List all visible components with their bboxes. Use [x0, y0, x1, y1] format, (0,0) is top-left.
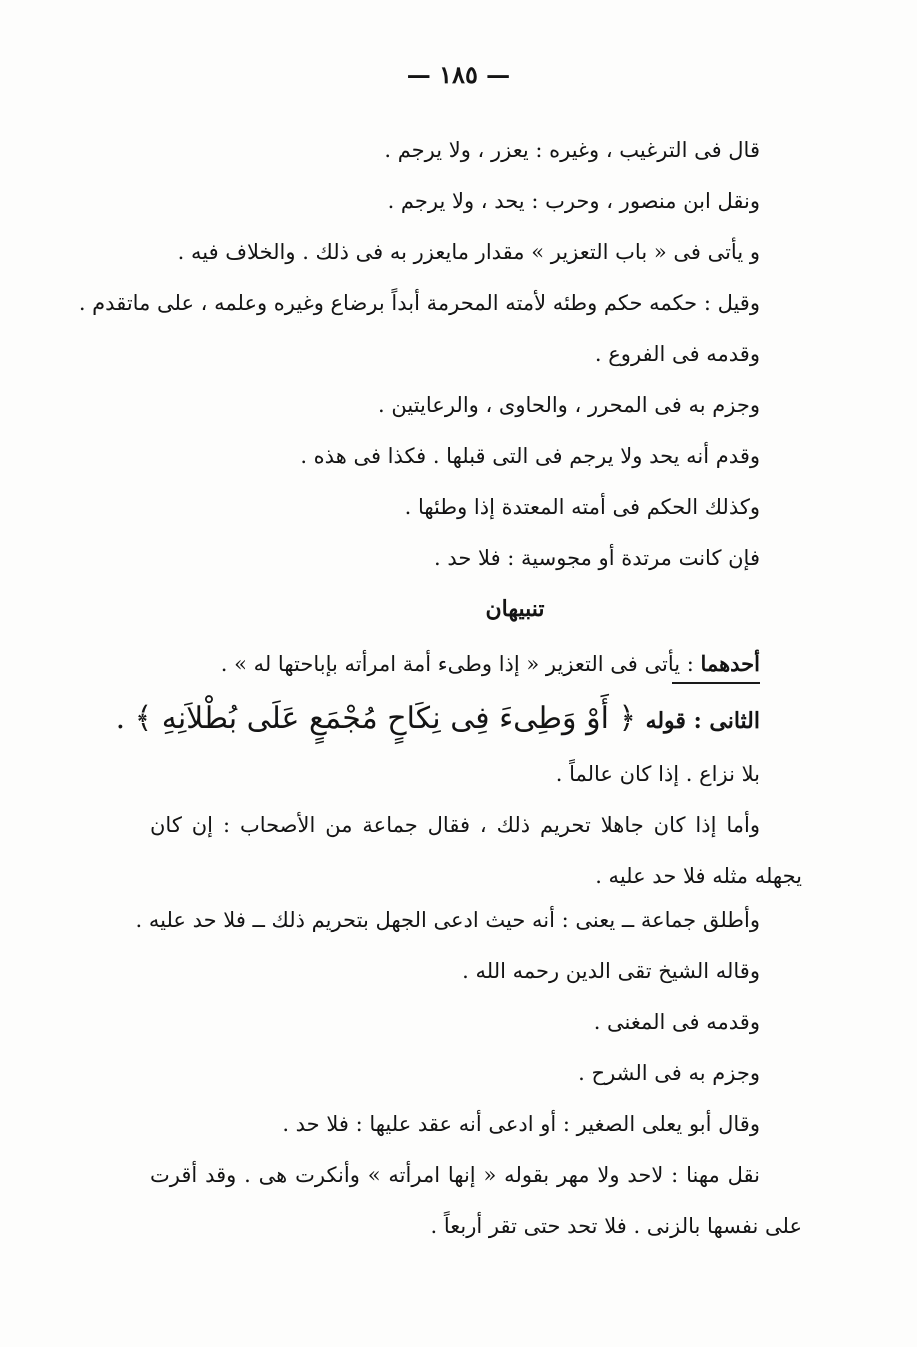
first-note-lead: أحدهما: [700, 651, 760, 676]
text-line: وجزم به فى المحرر ، والحاوى ، والرعايتين .: [378, 393, 760, 417]
text-line: نقل مهنا : لاحد ولا مهر بقوله « إنها امرأته » وأنكرت هى . وقد أقرت: [150, 1163, 760, 1187]
text-line: وقدمه فى الفروع .: [594, 342, 760, 366]
quoted-phrase: ﴿ أَوْ وَطِىءَ فِى نِكَاحٍ مُجْمَعٍ عَلَى بُطْلاَنِهِ ﴾ .: [115, 701, 646, 736]
text-line: وكذلك الحكم فى أمته المعتدة إذا وطئها .: [404, 495, 760, 519]
text-line: بلا نزاع . إذا كان عالماً .: [555, 762, 760, 786]
text-line: وقيل : حكمه حكم وطئه لأمته المحرمة أبداً برضاع وغيره وعلمه ، على ماتقدم .: [78, 291, 760, 315]
section-heading: تنبيهان: [485, 596, 545, 622]
second-note: [115, 690, 760, 752]
text-line: وقدم أنه يحد ولا يرجم فى التى قبلها . فكذا فى هذه .: [300, 444, 760, 468]
text-body: [78, 128, 802, 1255]
text-line: وقال أبو يعلى الصغير : أو ادعى أنه عقد عليها : فلا حد .: [282, 1112, 760, 1136]
text-line: يجهله مثله فلا حد عليه .: [595, 864, 802, 888]
text-line: على نفسها بالزنى . فلا تحد حتى تقر أربعاً .: [430, 1214, 802, 1238]
text-line: و يأتى فى « باب التعزير » مقدار مايعزر به فى ذلك . والخلاف فيه .: [177, 240, 760, 264]
text-line: وقدمه فى المغنى .: [593, 1010, 760, 1034]
text-line: ونقل ابن منصور ، وحرب : يحد ، ولا يرجم .: [387, 189, 760, 213]
text-line: وأطلق جماعة ــ يعنى : أنه حيث ادعى الجهل بتحريم ذلك ــ فلا حد عليه .: [135, 908, 760, 932]
first-note-text: : يأتى فى التعزير « إذا وطىء أمة امرأته بإباحتها له » .: [220, 652, 701, 676]
text-line: وجزم به فى الشرح .: [578, 1061, 760, 1085]
text-line: فإن كانت مرتدة أو مجوسية : فلا حد .: [434, 546, 760, 570]
second-note-lead: الثانى : قوله: [645, 708, 760, 734]
text-line: وقاله الشيخ تقى الدين رحمه الله .: [462, 959, 760, 983]
text-line: قال فى الترغيب ، وغيره : يعزر ، ولا يرجم .: [384, 138, 760, 162]
page-number: — ١٨٥ —: [406, 60, 511, 89]
first-note: [150, 642, 760, 688]
text-line: وأما إذا كان جاهلا تحريم ذلك ، فقال جماعة من الأصحاب : إن كان: [150, 813, 760, 837]
